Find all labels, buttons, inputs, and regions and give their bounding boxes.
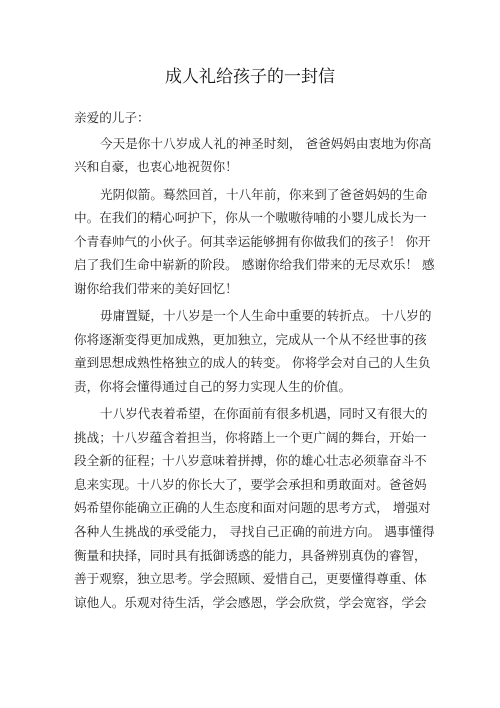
paragraph-4-line-2: 挑战；十八岁蕴含着担当，你将踏上一个更广阔的舞台，开始一 (74, 429, 427, 445)
paragraph-3-line-4: 责，你将会懂得通过自己的努力实现人生的价值。 (74, 378, 352, 394)
paragraph-4-line-9: 谅他人。乐观对待生活，学会感恩，学会欣赏，学会宽容，学会 (74, 594, 427, 610)
paragraph-2-line-3: 个青春帅气的小伙子。何其幸运能够拥有你做我们的孩子！ 你开 (74, 233, 431, 249)
paragraph-1-line-2: 兴和自豪，也衷心地祝贺你！ (74, 159, 238, 175)
paragraph-4-line-4: 息来实现。十八岁的你长大了，要学会承担和勇敢面对。爸爸妈 (74, 476, 427, 492)
letter-body (74, 106, 435, 614)
paragraph-4-line-6: 各种人生挑战的承受能力， 寻找自己正确的前进方向。 遇事懂得 (74, 523, 435, 539)
paragraph-1-line-1: 今天是你十八岁成人礼的神圣时刻， 爸爸妈妈由衷地为你高 (100, 135, 432, 151)
paragraph-2-line-1: 光阴似箭。蓦然回首，十八年前，你来到了爸爸妈妈的生命 (100, 186, 428, 202)
paragraph-4-line-3: 段全新的征程；十八岁意味着拼搏，你的雄心壮志必须靠奋斗不 (74, 453, 427, 469)
paragraph-3-line-1: 毋庸置疑，十八岁是一个人生命中重要的转折点。 十八岁的 (100, 308, 432, 324)
page-title: 成人礼给孩子的一封信 (165, 67, 335, 87)
paragraph-4-line-5: 妈希望你能确立正确的人生态度和面对问题的思考方式， 增强对 (74, 500, 431, 516)
paragraph-4-line-8: 善于观察，独立思考。学会照顾、爱惜自己，更要懂得尊重、体 (74, 571, 427, 587)
paragraph-2-line-4: 启了我们生命中崭新的阶段。 感谢你给我们带来的无尽欢乐！ 感 (74, 257, 435, 273)
paragraph-4-line-1: 十八岁代表着希望，在你面前有很多机遇，同时又有很大的 (100, 406, 428, 422)
paragraph-2-line-2: 中。在我们的精心呵护下，你从一个嗷嗷待哺的小婴儿成长为一 (74, 210, 427, 226)
paragraph-4-line-7: 衡量和抉择，同时具有抵御诱惑的能力，具备辨别真伪的睿智， (74, 547, 427, 563)
paragraph-3-line-2: 你将逐渐变得更加成熟，更加独立，完成从一个从不经世事的孩 (74, 331, 427, 347)
paragraph-3-line-3: 童到思想成熟性格独立的成人的转变。 你将学会对自己的人生负 (74, 355, 431, 371)
paragraph-2-line-5: 谢你给我们带来的美好回忆！ (74, 280, 238, 296)
greeting-line: 亲爱的儿子： (74, 110, 150, 125)
